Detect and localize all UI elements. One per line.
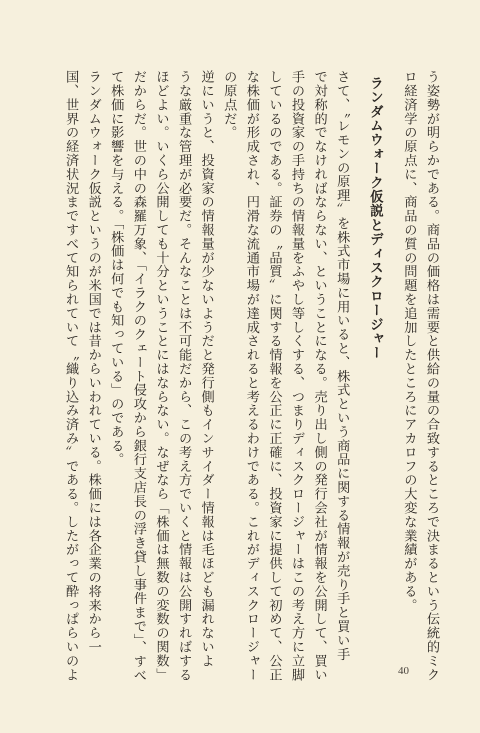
text-line: 逆にいうと、投資家の情報量が少ないようだと発行側もインサイダー情報は毛ほども漏れないよ xyxy=(198,70,214,668)
text-line: さて、〝レモンの原理〟を株式市場に用いると、株式という商品に関する情報が売り手と買い手 xyxy=(334,70,350,662)
text-line: うな厳重な管理が必要だ。そんなことは不可能だから、この考え方でいくと情報は公開すればする xyxy=(176,70,192,682)
text-line: ほどよい。いくら公開しても十分ということにはならない。なぜなら「株価は無数の変数の関数」 xyxy=(153,70,169,682)
text-line: 手の投資家の手持ちの情報量をふやし等しくする、つまりディスクロージャーはこの考え方に立脚 xyxy=(289,70,305,682)
section-heading: ランダムウォーク仮説とディスクロージャー xyxy=(366,76,383,360)
text-line: ランダムウォーク仮説というのが米国では昔からいわれている。株価には各企業の将来から一 xyxy=(85,70,101,654)
text-line: だからだ。世の中の森羅万象、「イラクのクェート侵攻から銀行支店長の浮き貸し事件まで」、すべ xyxy=(130,70,146,683)
text-line: な株価が形成され、円滑な流通市場が達成されると考えるわけである。これがディスクロージャー xyxy=(243,70,259,682)
text-line: で対称的でなければならない、ということになる。売り出し側の発行会社が情報を公開して、買い xyxy=(311,70,327,682)
page-number: 40 xyxy=(398,665,409,677)
text-line: て株価に影響を与える。「株価は何でも知っている」のである。 xyxy=(108,70,124,467)
text-line: う姿勢が明らかである。商品の価格は需要と供給の量の合致するところで決まるという伝統的ミク xyxy=(424,70,439,682)
text-line: の原点だ。 xyxy=(221,70,237,140)
text-line: ロ経済学の原点に、商品の質の問題を追加したところにアカロフの大変な業績がある。 xyxy=(401,70,417,613)
text-line: しているのである。証券の〝品質〟に関する情報を公正に正確に、投資家に提供して初めて、公正 xyxy=(266,70,282,682)
paragraph-gap xyxy=(352,70,363,640)
paragraph-gap xyxy=(386,70,397,640)
text-line: 国、世界の経済状況まですべて知られていて〝織り込み済み〟である。したがって酔っぱらいのよ xyxy=(63,70,79,682)
